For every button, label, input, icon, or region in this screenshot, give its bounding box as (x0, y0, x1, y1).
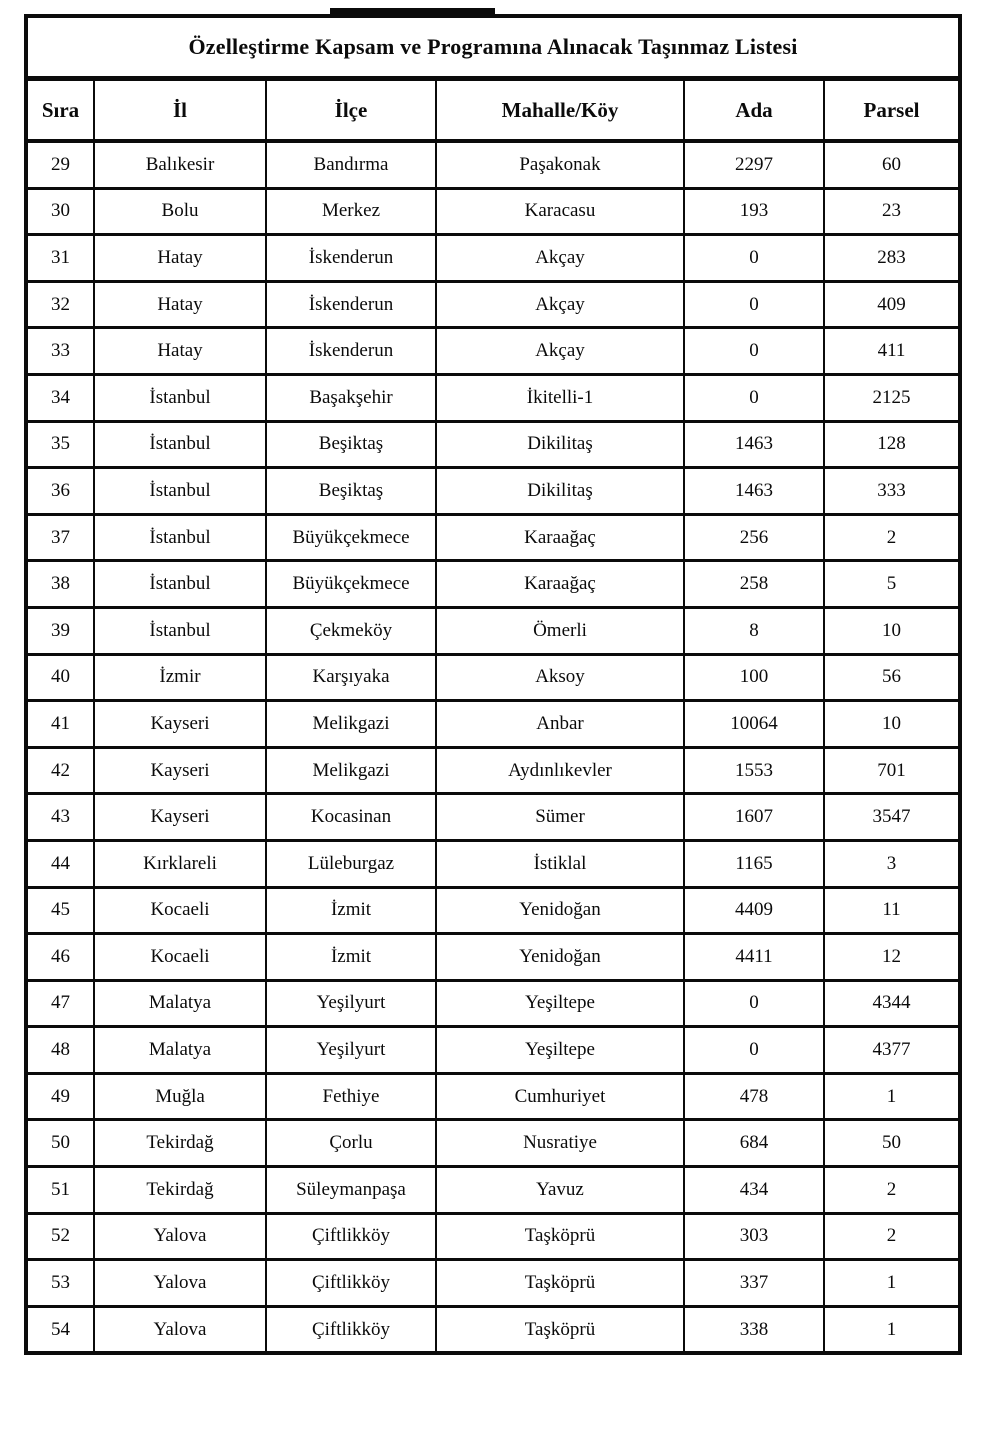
cell-parsel: 4377 (824, 1027, 960, 1074)
cell-mahalle-koy: Yeşiltepe (436, 1027, 684, 1074)
cell-il: Malatya (94, 1027, 266, 1074)
cell-ada: 258 (684, 561, 824, 608)
cell-ada: 193 (684, 188, 824, 235)
cell-mahalle-koy: Anbar (436, 701, 684, 748)
cell-parsel: 409 (824, 281, 960, 328)
cell-mahalle-koy: Taşköprü (436, 1260, 684, 1307)
table-row (26, 421, 960, 468)
cell-ilce: Bandırma (266, 141, 436, 188)
cell-sira: 48 (26, 1027, 94, 1074)
cell-mahalle-koy: Dikilitaş (436, 468, 684, 515)
cell-ilce: Yeşilyurt (266, 980, 436, 1027)
cell-mahalle-koy: Taşköprü (436, 1306, 684, 1353)
cell-parsel: 411 (824, 328, 960, 375)
cell-sira: 49 (26, 1073, 94, 1120)
cell-il: Hatay (94, 281, 266, 328)
cell-ilce: Melikgazi (266, 701, 436, 748)
cell-ilce: Çiftlikköy (266, 1260, 436, 1307)
table-row (26, 188, 960, 235)
cell-ada: 337 (684, 1260, 824, 1307)
cell-ilce: Çiftlikköy (266, 1306, 436, 1353)
cell-parsel: 23 (824, 188, 960, 235)
cell-sira: 51 (26, 1167, 94, 1214)
cell-mahalle-koy: Yeşiltepe (436, 980, 684, 1027)
cell-ilce: Süleymanpaşa (266, 1167, 436, 1214)
table-head (26, 16, 960, 141)
cell-sira: 35 (26, 421, 94, 468)
cell-sira: 44 (26, 840, 94, 887)
table-row (26, 374, 960, 421)
cell-ilce: İskenderun (266, 235, 436, 282)
cell-sira: 50 (26, 1120, 94, 1167)
cell-mahalle-koy: Akçay (436, 328, 684, 375)
cell-ada: 434 (684, 1167, 824, 1214)
table-row (26, 934, 960, 981)
cell-sira: 38 (26, 561, 94, 608)
cell-parsel: 1 (824, 1260, 960, 1307)
tasinmaz-listesi-table (24, 14, 962, 1355)
table-row (26, 701, 960, 748)
cell-mahalle-koy: Akçay (436, 235, 684, 282)
cell-parsel: 701 (824, 747, 960, 794)
cell-sira: 34 (26, 374, 94, 421)
table-row (26, 980, 960, 1027)
cell-mahalle-koy: Sümer (436, 794, 684, 841)
table-row (26, 887, 960, 934)
cell-ada: 338 (684, 1306, 824, 1353)
cell-parsel: 56 (824, 654, 960, 701)
cell-il: Kocaeli (94, 934, 266, 981)
cell-sira: 39 (26, 607, 94, 654)
cell-parsel: 2125 (824, 374, 960, 421)
cell-il: Malatya (94, 980, 266, 1027)
cell-sira: 47 (26, 980, 94, 1027)
cell-mahalle-koy: Karacasu (436, 188, 684, 235)
cell-parsel: 3 (824, 840, 960, 887)
cell-il: İstanbul (94, 374, 266, 421)
cell-ilce: İzmit (266, 934, 436, 981)
cell-sira: 30 (26, 188, 94, 235)
cell-mahalle-koy: İstiklal (436, 840, 684, 887)
table-row (26, 281, 960, 328)
cell-il: İstanbul (94, 421, 266, 468)
cell-parsel: 60 (824, 141, 960, 188)
table-row (26, 1120, 960, 1167)
cell-parsel: 283 (824, 235, 960, 282)
cell-parsel: 11 (824, 887, 960, 934)
cell-il: Yalova (94, 1213, 266, 1260)
cell-il: İstanbul (94, 607, 266, 654)
cell-il: Hatay (94, 235, 266, 282)
cell-ilce: Çiftlikköy (266, 1213, 436, 1260)
cell-ada: 478 (684, 1073, 824, 1120)
cell-parsel: 2 (824, 1167, 960, 1214)
table-row (26, 1027, 960, 1074)
cell-il: Kayseri (94, 701, 266, 748)
cell-parsel: 10 (824, 607, 960, 654)
cell-ilce: Beşiktaş (266, 421, 436, 468)
cell-ada: 256 (684, 514, 824, 561)
col-header-parsel: Parsel (824, 79, 960, 142)
cell-sira: 31 (26, 235, 94, 282)
table-row (26, 328, 960, 375)
cell-parsel: 50 (824, 1120, 960, 1167)
cell-ilce: İskenderun (266, 281, 436, 328)
cell-ilce: Lüleburgaz (266, 840, 436, 887)
cell-parsel: 2 (824, 514, 960, 561)
cell-ada: 2297 (684, 141, 824, 188)
cell-mahalle-koy: Taşköprü (436, 1213, 684, 1260)
cell-mahalle-koy: Paşakonak (436, 141, 684, 188)
table-title-row (26, 16, 960, 79)
table-title: Özelleştirme Kapsam ve Programına Alınacak Taşınmaz Listesi (26, 16, 960, 79)
cell-ada: 0 (684, 980, 824, 1027)
cell-parsel: 1 (824, 1073, 960, 1120)
cell-il: Yalova (94, 1260, 266, 1307)
table-row (26, 747, 960, 794)
table-row (26, 468, 960, 515)
cell-ada: 10064 (684, 701, 824, 748)
cell-ada: 0 (684, 374, 824, 421)
cell-ilce: Büyükçekmece (266, 561, 436, 608)
cell-ada: 1607 (684, 794, 824, 841)
cell-mahalle-koy: Yenidoğan (436, 887, 684, 934)
cell-il: Tekirdağ (94, 1120, 266, 1167)
table-row (26, 654, 960, 701)
cell-sira: 37 (26, 514, 94, 561)
cell-mahalle-koy: Aydınlıkevler (436, 747, 684, 794)
table-row (26, 1306, 960, 1353)
cell-sira: 46 (26, 934, 94, 981)
table-row (26, 1073, 960, 1120)
cell-parsel: 12 (824, 934, 960, 981)
table-row (26, 141, 960, 188)
cell-il: Muğla (94, 1073, 266, 1120)
cell-mahalle-koy: Karaağaç (436, 561, 684, 608)
cell-ada: 684 (684, 1120, 824, 1167)
cell-ilce: Çekmeköy (266, 607, 436, 654)
cell-il: Yalova (94, 1306, 266, 1353)
cell-ilce: Büyükçekmece (266, 514, 436, 561)
cell-ilce: Kocasinan (266, 794, 436, 841)
cell-mahalle-koy: Yavuz (436, 1167, 684, 1214)
table-row (26, 1260, 960, 1307)
cell-sira: 53 (26, 1260, 94, 1307)
cell-il: Kırklareli (94, 840, 266, 887)
cell-il: Balıkesir (94, 141, 266, 188)
cell-il: Kayseri (94, 747, 266, 794)
cell-mahalle-koy: Nusratiye (436, 1120, 684, 1167)
cell-sira: 36 (26, 468, 94, 515)
cell-sira: 45 (26, 887, 94, 934)
cell-sira: 54 (26, 1306, 94, 1353)
cell-sira: 41 (26, 701, 94, 748)
cell-ada: 0 (684, 281, 824, 328)
cell-ada: 1165 (684, 840, 824, 887)
cell-ada: 0 (684, 1027, 824, 1074)
cell-mahalle-koy: Yenidoğan (436, 934, 684, 981)
table-row (26, 1213, 960, 1260)
cell-parsel: 2 (824, 1213, 960, 1260)
table-row (26, 1167, 960, 1214)
cell-parsel: 333 (824, 468, 960, 515)
cell-il: Bolu (94, 188, 266, 235)
cell-sira: 52 (26, 1213, 94, 1260)
cell-ilce: Melikgazi (266, 747, 436, 794)
cell-mahalle-koy: Aksoy (436, 654, 684, 701)
cell-parsel: 3547 (824, 794, 960, 841)
table-row (26, 794, 960, 841)
cell-ilce: Merkez (266, 188, 436, 235)
table-row (26, 607, 960, 654)
cell-mahalle-koy: Cumhuriyet (436, 1073, 684, 1120)
col-header-ilce: İlçe (266, 79, 436, 142)
cell-mahalle-koy: İkitelli-1 (436, 374, 684, 421)
col-header-sira: Sıra (26, 79, 94, 142)
cell-mahalle-koy: Karaağaç (436, 514, 684, 561)
cell-ada: 8 (684, 607, 824, 654)
cell-mahalle-koy: Dikilitaş (436, 421, 684, 468)
cell-ada: 4409 (684, 887, 824, 934)
cell-ilce: Beşiktaş (266, 468, 436, 515)
table-row (26, 514, 960, 561)
cell-il: Kayseri (94, 794, 266, 841)
cell-parsel: 128 (824, 421, 960, 468)
cell-ilce: Yeşilyurt (266, 1027, 436, 1074)
table-row (26, 235, 960, 282)
cell-sira: 29 (26, 141, 94, 188)
cell-ada: 1553 (684, 747, 824, 794)
cell-parsel: 1 (824, 1306, 960, 1353)
cell-sira: 33 (26, 328, 94, 375)
table-row (26, 840, 960, 887)
cell-ada: 0 (684, 235, 824, 282)
cell-il: İstanbul (94, 514, 266, 561)
cell-il: İstanbul (94, 561, 266, 608)
cell-sira: 32 (26, 281, 94, 328)
cell-mahalle-koy: Ömerli (436, 607, 684, 654)
cell-parsel: 10 (824, 701, 960, 748)
cell-ada: 0 (684, 328, 824, 375)
cell-ilce: Fethiye (266, 1073, 436, 1120)
col-header-ada: Ada (684, 79, 824, 142)
cell-parsel: 4344 (824, 980, 960, 1027)
cell-mahalle-koy: Akçay (436, 281, 684, 328)
cell-ilce: Çorlu (266, 1120, 436, 1167)
cell-ada: 1463 (684, 468, 824, 515)
table-header-row (26, 79, 960, 142)
cell-sira: 43 (26, 794, 94, 841)
cell-ilce: Başakşehir (266, 374, 436, 421)
cell-ilce: İskenderun (266, 328, 436, 375)
cell-il: İstanbul (94, 468, 266, 515)
cell-il: Tekirdağ (94, 1167, 266, 1214)
cell-ilce: Karşıyaka (266, 654, 436, 701)
cell-ilce: İzmit (266, 887, 436, 934)
cell-ada: 1463 (684, 421, 824, 468)
col-header-il: İl (94, 79, 266, 142)
cell-sira: 40 (26, 654, 94, 701)
cell-ada: 303 (684, 1213, 824, 1260)
col-header-mahalle-koy: Mahalle/Köy (436, 79, 684, 142)
cell-il: Hatay (94, 328, 266, 375)
cell-ada: 4411 (684, 934, 824, 981)
table-row (26, 561, 960, 608)
cell-il: Kocaeli (94, 887, 266, 934)
cell-il: İzmir (94, 654, 266, 701)
cell-ada: 100 (684, 654, 824, 701)
cell-sira: 42 (26, 747, 94, 794)
cell-parsel: 5 (824, 561, 960, 608)
table-body (26, 141, 960, 1353)
